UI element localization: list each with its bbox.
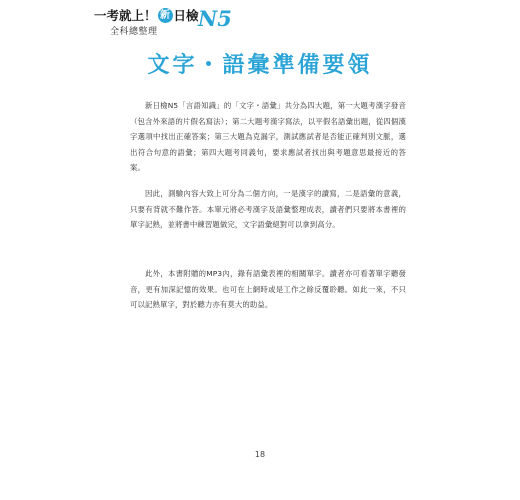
- exam-name: 日檢: [173, 8, 199, 23]
- page-title: 文字・語彙準備要領: [147, 53, 373, 78]
- body-paragraph: 此外，本書附贈的MP3內，錄有語彙表裡的相關單字。讀者亦可看著單字聽發音，更有加深記憶的效果。也可在上網時或是工作之餘反覆聆聽。如此一來，不只可以記熟單字，對於聽力亦有莫大的助益。: [130, 269, 406, 309]
- series-title-line: [94, 8, 199, 23]
- series-subtitle: 全科總整理: [110, 27, 158, 37]
- level-mark: N5: [198, 6, 232, 31]
- body-paragraph: 因此，測驗內容大致上可分為二個方向，一是漢字的讀寫，二是語彙的意義，只要有背就不難作答。本單元將必考漢字及語彙整理成表，讀者們只要將本書裡的單字記熟，並將書中練習題做完，文字語彙絕對可以拿到高分。: [130, 189, 406, 229]
- series-title: 一考就上！: [94, 8, 157, 23]
- new-badge: 新: [158, 8, 173, 23]
- body-paragraph: 新日檢N5「言語知識」的「文字・語彙」共分為四大題，第一大題考漢字發音（包含外來語的片假名寫法）；第二大題考漢字寫法，以平假名語彙出題，從四個漢字選項中找出正確答案；第三大題為克漏字，測試應試者是否能正確判別文脈，選出符合句意的語彙；第四大題考同義句，要求應試者找出與考題意思最接近的答案。: [130, 101, 406, 172]
- book-series-header: [94, 8, 234, 38]
- page-number: 18: [254, 450, 266, 459]
